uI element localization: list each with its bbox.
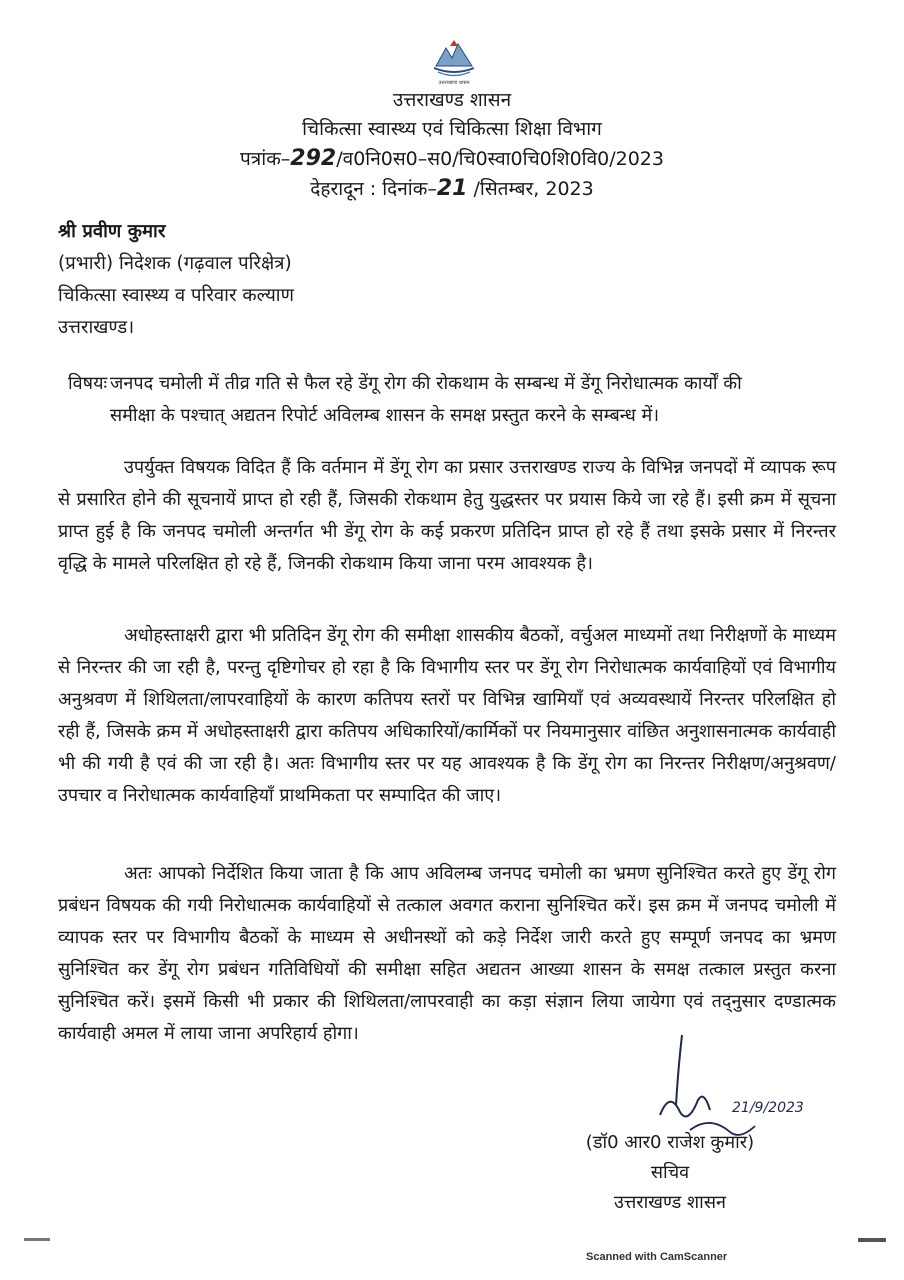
addressee-department: चिकित्सा स्वास्थ्य व परिवार कल्याण — [58, 285, 294, 306]
body-paragraph-3: अतः आपको निर्देशित किया जाता है कि आप अविलम्ब जनपद चमोली का भ्रमण सुनिश्चित करते हुए डेंगू रोग प्रबंधन विषयक की गयी निरोधात्मक कार्यवाहियों से तत्काल अवगत कराना सुनिश्चित करें। इस क्रम में जनपद चमोली में व्यापक स्तर पर विभागीय बैठकों के माध्यम से अधीनस्थों को कड़े निर्देश जारी करते हुए सम्पूर्ण जनपद का भ्रमण सुनिश्चित कर डेंगू रोग प्रबंधन गतिविधियों की समीक्षा सहित अद्यतन आख्या शासन के समक्ष तत्काल प्रस्तुत करना सुनिश्चित करें। इसमें किसी भी प्रकार की शिथिलता/लापरवाही का कड़ा संज्ञान लिया जायेगा एवं तद्नुसार दण्डात्मक कार्यवाही अमल में लाया जाना अपरिहार्य होगा। — [58, 863, 836, 1044]
scanner-watermark: Scanned with CamScanner — [586, 1251, 728, 1263]
letter-date: देहरादून : दिनांक–21 /सितम्बर, 2023 — [310, 176, 594, 201]
subject-line-1: जनपद चमोली में तीव्र गति से फैल रहे डेंगू रोग की रोकथाम के सम्बन्ध में डेंगू निरोधात्मक कार्यों की — [110, 373, 742, 394]
date-day-handwritten: 21 — [436, 176, 468, 201]
signatory-designation: सचिव — [650, 1162, 690, 1183]
body-paragraph-2: अधोहस्ताक्षरी द्वारा भी प्रतिदिन डेंगू रोग की समीक्षा शासकीय बैठकों, वर्चुअल माध्यमों तथा निरीक्षणों के माध्यम से निरन्तर की जा रही है, परन्तु दृष्टिगोचर हो रहा है कि विभागीय स्तर पर डेंगू रोग निरोधात्मक कार्यवाहियों एवं विभागीय अनुश्रवण में शिथिलता/लापरवाहियों के कारण कतिपय स्तरों पर विभिन्न खामियाँ एवं अव्यवस्थायें निरन्तर परिलक्षित हो रही हैं, जिसके क्रम में अधोहस्ताक्षरी द्वारा कतिपय अधिकारियों/कार्मिकों पर नियमानुसार वांछित अनुशासनात्मक कार्यवाही भी की गयी है एवं की जा रही है। अतः विभागीय स्तर पर यह आवश्यक है कि डेंगू रोग का निरन्तर निरीक्षण/अनुश्रवण/उपचार व निरोधात्मक कार्यवाहियाँ प्राथमिकता पर सम्पादित की जाए। — [58, 625, 836, 806]
reference-number-handwritten: 292 — [290, 146, 337, 171]
addressee-state: उत्तराखण्ड। — [58, 317, 135, 338]
government-name: उत्तराखण्ड शासन — [392, 89, 512, 111]
subject-line-2: समीक्षा के पश्चात् अद्यतन रिपोर्ट अविलम्ब शासन के समक्ष प्रस्तुत करने के सम्बन्ध में। — [110, 405, 660, 426]
subject-label: विषयः — [68, 373, 108, 394]
letter-header — [200, 86, 704, 204]
scan-edge-mark-left — [24, 1238, 50, 1241]
body-paragraph-1: उपर्युक्त विषयक विदित हैं कि वर्तमान में डेंगू रोग का प्रसार उत्तराखण्ड राज्य के विभिन्न जनपदों में व्यापक रूप से प्रसारित होने की सूचनायें प्राप्त हो रही हैं, जिसकी रोकथाम हेतु युद्धस्तर पर प्रयास किये जा रहे हैं। इसी क्रम में सूचना प्राप्त हुई है कि जनपद चमोली अन्तर्गत भी डेंगू रोग के कई प्रकरण प्रतिदिन प्राप्त हो रहे हैं तथा इसके प्रसार में निरन्तर वृद्धि के मामले परिलक्षित हो रहे हैं, जिनकी रोकथाम किया जाना परम आवश्यक है। — [58, 457, 836, 574]
addressee-block — [58, 216, 294, 344]
addressee-designation: (प्रभारी) निदेशक (गढ़वाल परिक्षेत्र) — [58, 253, 292, 274]
addressee-name: श्री प्रवीण कुमार — [58, 221, 166, 242]
subject-block — [68, 368, 836, 432]
signatory-office: उत्तराखण्ड शासन — [613, 1192, 726, 1213]
uttarakhand-emblem-icon — [428, 36, 480, 86]
handwritten-signature — [620, 1030, 804, 1140]
signatory-name: (डॉ0 आर0 राजेश कुमार) — [585, 1132, 755, 1153]
signature-date: 21/9/2023 — [732, 1100, 804, 1116]
department-name: चिकित्सा स्वास्थ्य एवं चिकित्सा शिक्षा विभाग — [302, 118, 602, 140]
signatory-block — [580, 1128, 760, 1218]
emblem-caption: उत्तराखण्ड शासन — [438, 80, 470, 86]
reference-number: पत्रांक–292/व0नि0स0–स0/चि0स्वा0चि0शि0वि0/2023 — [240, 146, 664, 171]
scan-edge-mark-right — [858, 1238, 886, 1242]
